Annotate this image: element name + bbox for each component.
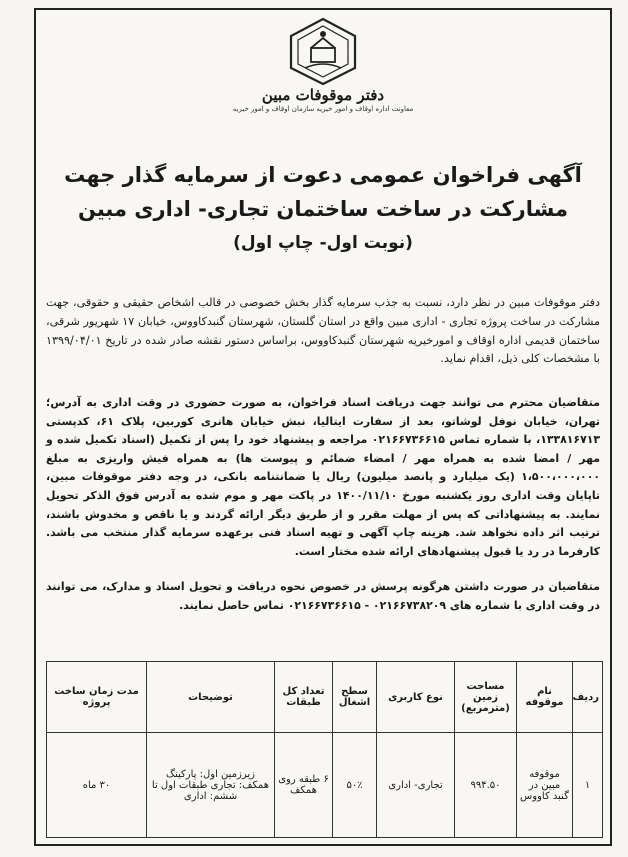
contact-paragraph: متقاضیان در صورت داشتن هرگونه پرسش در خصوص نحوه دریافت و تحویل اسناد و مدارک، می توانند در وقت اداری با شماره های ۰۲۱۶۶۷۳۸۲۰۹ - ۰۲۱۶۶۷۳۶۶۱۵ تماس حاصل نمایند. (46, 580, 600, 612)
org-name: دفتر موقوفات مبین (261, 86, 385, 104)
title-line-1: آگهی فراخوان عمومی دعوت از سرمایه گذار جهت (64, 163, 582, 187)
table-cell: ۶ طبقه روی همکف (275, 733, 333, 838)
table-header-cell: مدت زمان ساخت پروژه (47, 662, 147, 733)
title-line-2: مشارکت در ساخت ساختمان تجاری- اداری مبین (77, 197, 569, 221)
table-cell: ۱ (573, 733, 603, 838)
table-cell: ۵۰٪ (333, 733, 377, 838)
org-subtitle: معاونت اداره اوقاف و امور خیریه سازمان اوقاف و امور خیریه (232, 105, 414, 113)
table-header-cell: توضیحات (147, 662, 275, 733)
table-cell: ۳۰ ماه (47, 733, 147, 838)
conditions-paragraph: متقاضیان محترم می توانند جهت دریافت اسناد فراخوان، به صورت حضوری در وقت اداری به آدرس؛ تهران، خیابان نوفل لوشاتو، بعد از سفارت ایتالیا، نبش خیابان هانری کوربین، پلاک ۶۱، کدپستی ۱۳۳۸۱۶۷۱۳، با شماره تماس ۰۲۱۶۶۷۳۶۶۱۵ مراجعه و پیشنهاد خود را پس از تکمیل (اسناد تکمیل شده و مهر / امضا شده به همراه مهر / امضاء ضمائم و پیوست ها) به همراه فیش واریزی به مبلغ ۱،۵۰۰،۰۰۰،۰۰۰ (یک میلیارد و پانصد میلیون) ریال یا ضمانتنامه بانکی، در وجه دفتر موقوفات مبین، تاپایان وقت اداری روز یکشنبه مورخ ۱۴۰۰/۱۱/۱۰ در پاکت مهر و موم شده به آدرس فوق الذکر تحویل نمایند. به پیشنهاداتی که پس از مهلت مقرر و از طریق دیگر ارائه گردند و یا ناقص و مخدوش باشند، ترتیب اثر داده نخواهد شد. هزینه چاپ آگهی و تهیه اسناد فنی برعهده سرمایه گذار منتخب می باشد. کارفرما در رد یا قبول پیشنهادهای ارائه شده مختار است. (46, 396, 601, 558)
mobin-logo-icon (285, 16, 361, 86)
table-row (47, 733, 603, 838)
table-cell: تجاری- اداری (377, 733, 455, 838)
table-header-cell: نوع کاربری (377, 662, 455, 733)
table-header-cell: نام موقوفه (517, 662, 573, 733)
notice-frame (34, 8, 612, 846)
table-header-cell: تعداد کل طبقات (275, 662, 333, 733)
table-header-row (47, 662, 603, 733)
table-header-cell: مساحت زمین (مترمربع) (455, 662, 517, 733)
title-line-3: (نوبت اول- چاپ اول) (233, 233, 413, 253)
project-table (46, 661, 603, 838)
table-cell: موقوفه مبین در گنبد کاووس (517, 733, 573, 838)
table-cell: ۹۹۴.۵۰ (455, 733, 517, 838)
table-header-cell: ردیف (573, 662, 603, 733)
table-cell: زیرزمین اول: پارکینگ همکف: تجاری طبقات اول تا ششم: اداری (147, 733, 275, 838)
header (36, 16, 610, 113)
notice-title (36, 158, 610, 258)
intro-paragraph: دفتر موقوفات مبین در نظر دارد، نسبت به جذب سرمایه گذار بخش خصوصی در قالب اشخاص حقیقی و حقوقی، جهت مشارکت در ساخت پروژه تجاری - اداری مبین واقع در استان گلستان، شهرستان گنبدکاووس، خیابان ۱۷ شهریور شرقی، ساختمان قدیمی اداره اوقاف و امورخیریه شهرستان گنبدکاووس، براساس دستور نقشه صادر شده در تاریخ ۱۳۹۹/۰۴/۰۱ با مشخصات کلی ذیل، اقدام نماید. (46, 296, 600, 366)
table-header-cell: سطح اشغال (333, 662, 377, 733)
